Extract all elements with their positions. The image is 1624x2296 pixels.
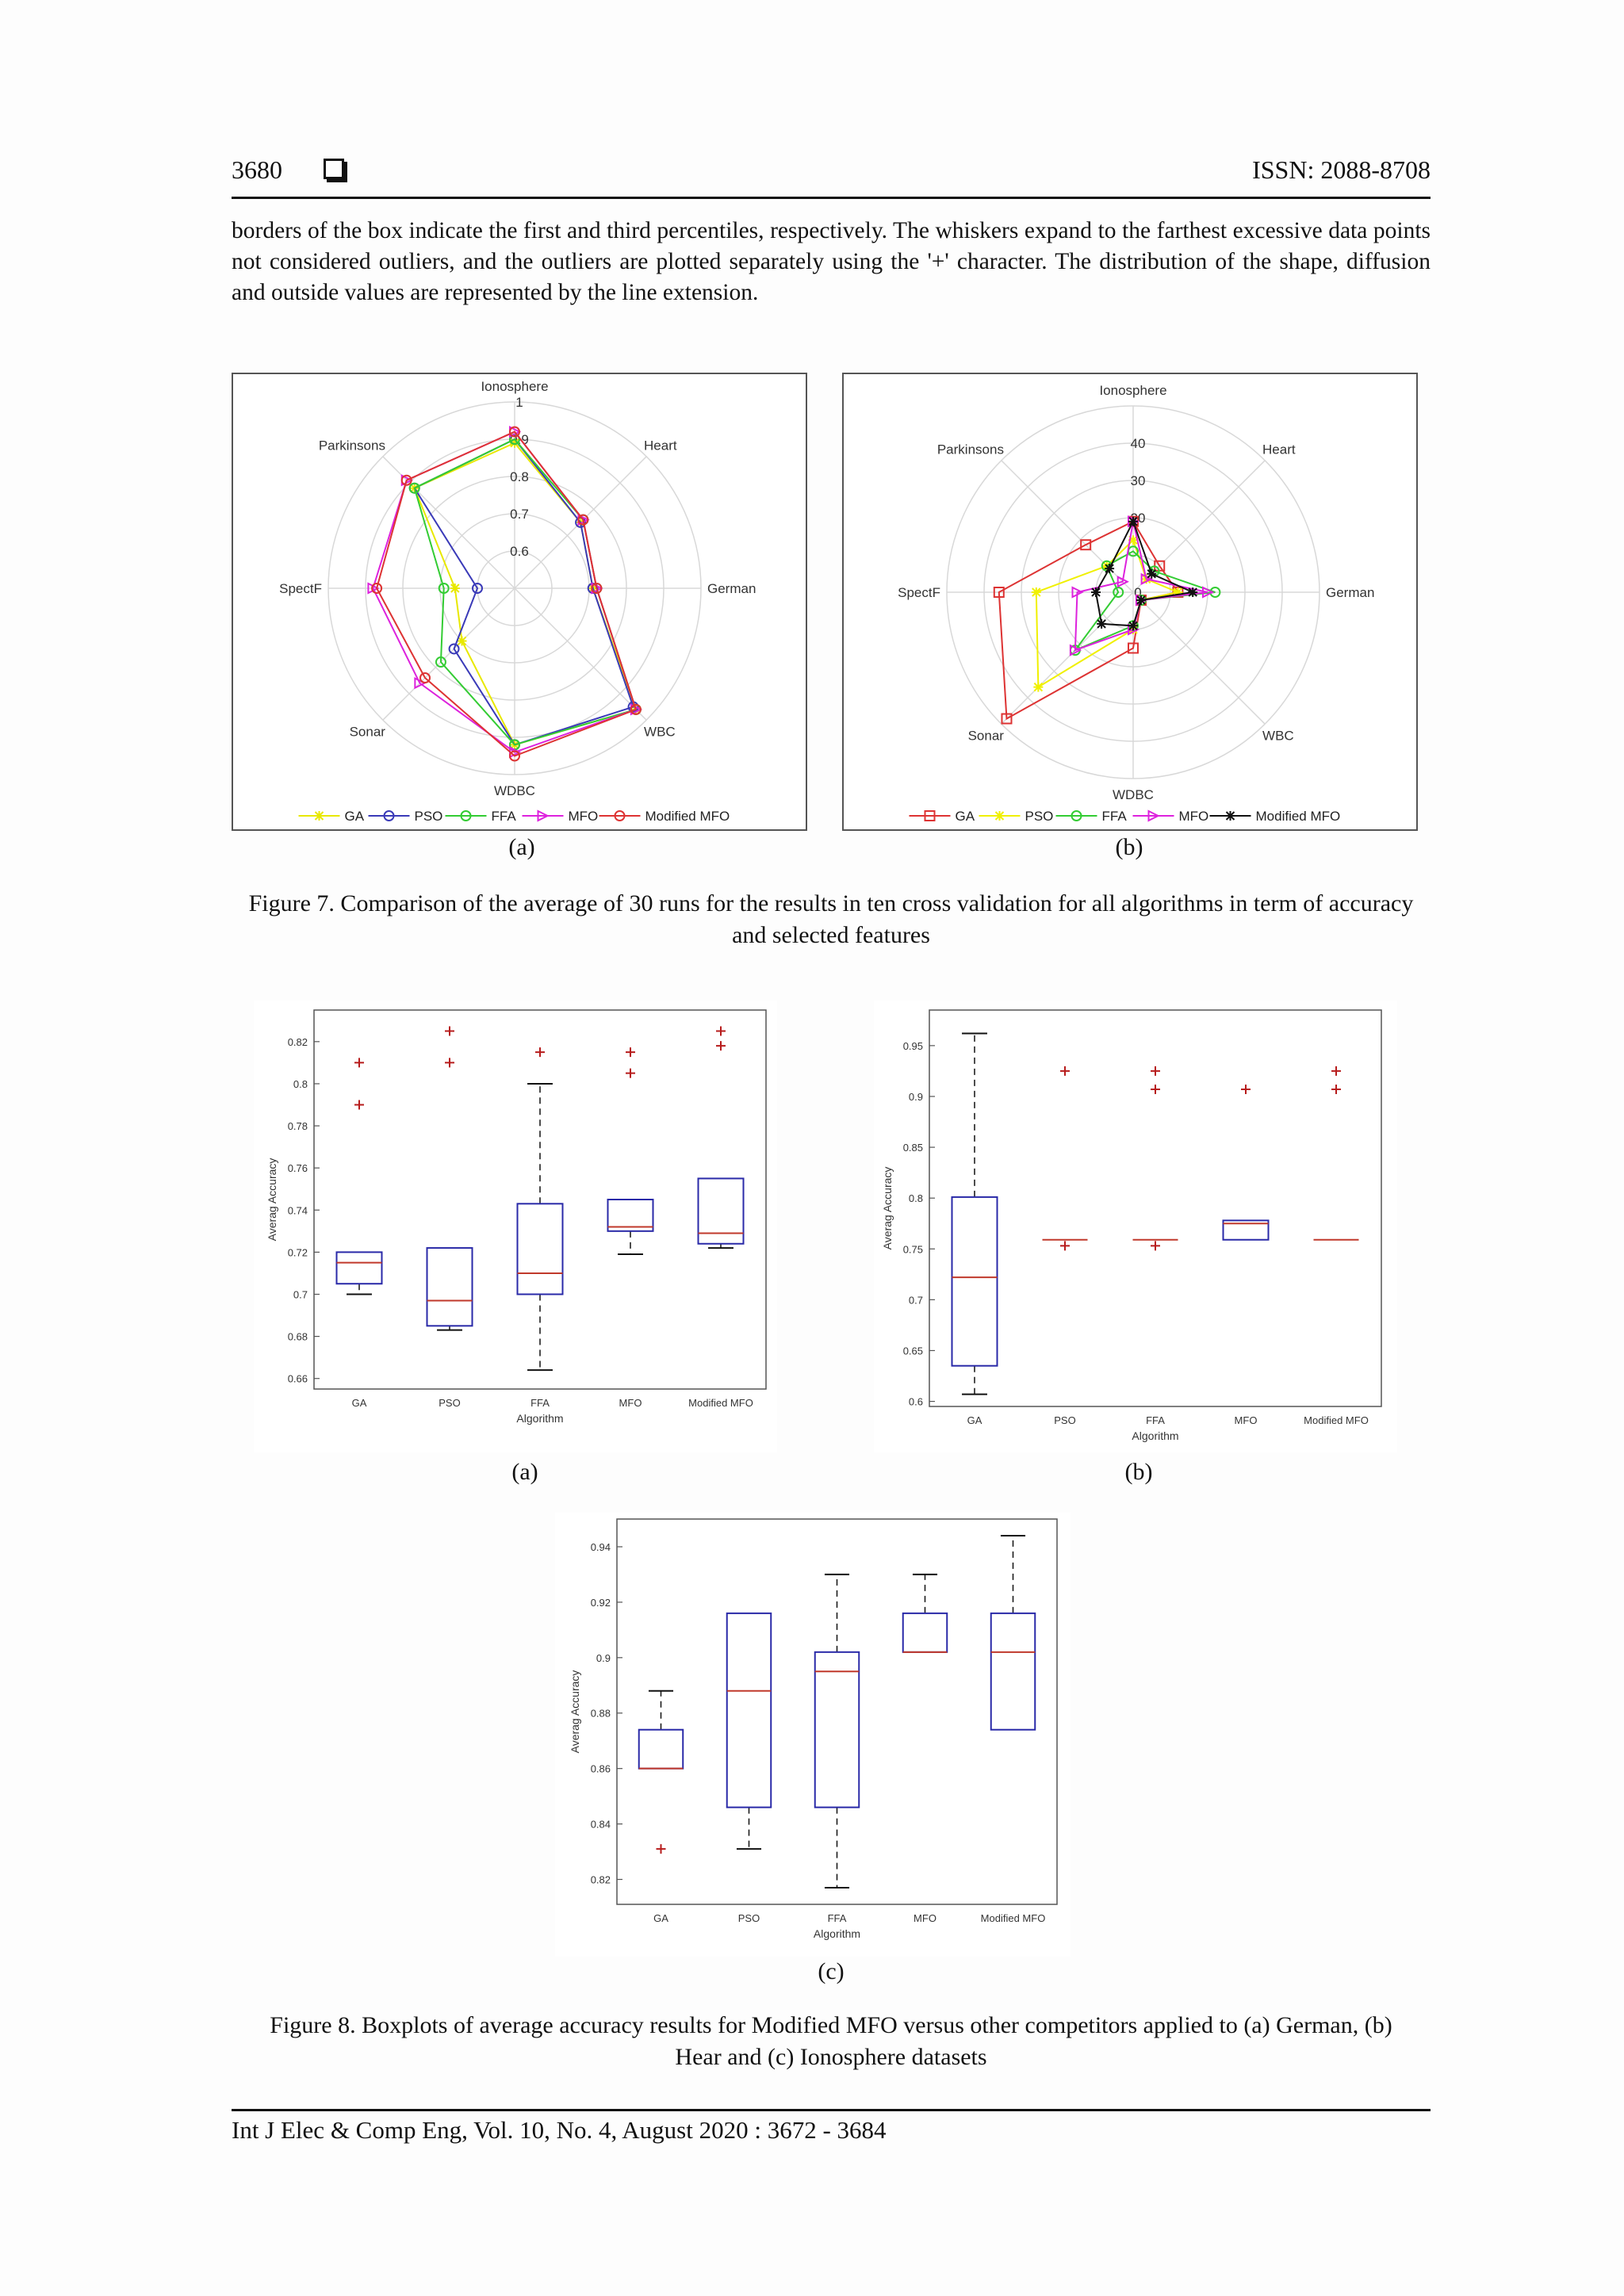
x-axis-title: Algorithm [1132, 1429, 1179, 1442]
axis-label-wbc: WBC [1262, 728, 1294, 744]
figure8b-label: (b) [1124, 1459, 1153, 1485]
x-tick-label-modified-mfo: Modified MFO [688, 1397, 753, 1409]
legend-marker-ga [315, 811, 324, 821]
radar-spoke-sonar [383, 588, 515, 720]
axis-label-sonar: Sonar [967, 728, 1004, 744]
figure8a-boxplot [254, 1001, 777, 1452]
axis-label-ionosphere: Ionosphere [1099, 383, 1167, 398]
x-tick-label-ga: GA [653, 1912, 668, 1924]
y-axis-title: Averag Accuracy [881, 1166, 894, 1250]
y-tick-label-0-86: 0.86 [590, 1762, 611, 1775]
legend-marker-modified-mfo [1226, 811, 1235, 821]
point-modified-mfo-heart [1147, 569, 1156, 579]
legend-label-ga: GA [344, 809, 365, 824]
point-pso-sonar [1033, 683, 1043, 692]
figure8b-panel [874, 1001, 1397, 1452]
y-tick-label-0-92: 0.92 [590, 1596, 611, 1609]
footer-citation: Int J Elec & Comp Eng, Vol. 10, No. 4, August 2020 : 3672 - 3684 [232, 2116, 887, 2144]
point-modified-mfo-spectf [1091, 587, 1101, 597]
x-tick-label-ga: GA [351, 1397, 367, 1409]
x-tick-label-modified-mfo: Modified MFO [980, 1912, 1046, 1924]
y-tick-label-0-6: 0.6 [908, 1395, 923, 1408]
figure7b-label: (b) [1115, 834, 1143, 860]
x-axis-title: Algorithm [516, 1412, 564, 1425]
y-tick-label-0-68: 0.68 [287, 1330, 308, 1343]
x-tick-label-ffa: FFA [530, 1397, 550, 1409]
radar-spoke-wbc [515, 588, 646, 720]
y-tick-label-0-8: 0.8 [293, 1077, 308, 1090]
y-axis-title: Averag Accuracy [569, 1670, 581, 1754]
figure8-caption: Figure 8. Boxplots of average accuracy results for Modified MFO versus other competitors applied to (a) German, (b) Hear and (c) Ionosphere datasets [270, 2012, 1392, 2070]
axis-label-german: German [1326, 585, 1375, 600]
square-bullet-icon [324, 159, 344, 179]
radial-tick-40: 40 [1130, 436, 1146, 451]
y-tick-label-0-8: 0.8 [908, 1192, 923, 1205]
point-modified-mfo-wbc [1136, 595, 1146, 605]
axis-label-wbc: WBC [644, 724, 676, 740]
point-ga-spectf [450, 584, 460, 593]
y-tick-label-0-84: 0.84 [590, 1818, 611, 1831]
figure8c-panel [555, 1513, 1071, 1957]
figure7a-panel [232, 373, 807, 831]
y-axis-title: Averag Accuracy [266, 1158, 278, 1242]
y-tick-label-0-94: 0.94 [590, 1540, 611, 1553]
figure7a-radar-chart [233, 374, 806, 829]
page-number: 3680 [232, 155, 282, 184]
figure7b-radar-chart [844, 374, 1416, 829]
figure7b-panel [842, 373, 1418, 831]
axis-label-ionosphere: Ionosphere [481, 379, 549, 394]
x-tick-label-mfo: MFO [619, 1397, 642, 1409]
y-tick-label-0-82: 0.82 [590, 1873, 611, 1886]
legend-label-modified-mfo: Modified MFO [1255, 809, 1341, 824]
axis-label-spectf: SpectF [898, 585, 940, 600]
figure7a-label: (a) [508, 834, 535, 860]
legend-label-ffa: FFA [1101, 809, 1127, 824]
legend-label-pso: PSO [414, 809, 443, 824]
y-tick-label-0-78: 0.78 [287, 1120, 308, 1133]
axis-label-heart: Heart [644, 438, 677, 453]
x-tick-label-mfo: MFO [914, 1912, 936, 1924]
axis-label-wdbc: WDBC [494, 783, 535, 798]
figure8c-label: (c) [818, 1958, 845, 1984]
x-tick-label-mfo: MFO [1234, 1414, 1258, 1426]
x-tick-label-ffa: FFA [1146, 1414, 1165, 1426]
point-modified-mfo-sonar [1097, 619, 1106, 629]
radial-tick-0-9: 0.9 [510, 432, 529, 447]
x-tick-label-pso: PSO [439, 1397, 461, 1409]
point-modified-mfo-german [1188, 587, 1197, 597]
series-line-ga [999, 522, 1178, 719]
radial-tick-30: 30 [1130, 473, 1146, 488]
axis-label-spectf: SpectF [279, 581, 322, 596]
figure7-caption: Figure 7. Comparison of the average of 30 runs for the results in ten cross validation for all algorithms in term of accuracy and selected features [248, 890, 1414, 948]
axis-label-german: German [707, 581, 756, 596]
figure8c-boxplot [555, 1513, 1071, 1957]
radial-tick-20: 20 [1130, 511, 1146, 526]
figure8a-panel [254, 1001, 777, 1452]
y-tick-label-0-74: 0.74 [287, 1204, 308, 1217]
radial-tick-0-6: 0.6 [510, 544, 529, 559]
legend-label-modified-mfo: Modified MFO [645, 809, 730, 824]
radial-tick-0-8: 0.8 [510, 469, 529, 484]
legend-label-mfo: MFO [568, 809, 599, 824]
legend-marker-pso [995, 811, 1005, 821]
y-tick-label-0-65: 0.65 [902, 1345, 923, 1357]
y-tick-label-0-75: 0.75 [902, 1243, 923, 1256]
y-tick-label-0-88: 0.88 [590, 1707, 611, 1720]
page-footer [232, 2109, 1431, 2144]
axis-label-heart: Heart [1262, 442, 1296, 457]
point-modified-mfo-parkinsons [1105, 564, 1114, 573]
x-axis-title: Algorithm [813, 1927, 861, 1940]
legend-label-ffa: FFA [491, 809, 516, 824]
y-tick-label-0-66: 0.66 [287, 1372, 308, 1385]
figure8b-boxplot [874, 1001, 1397, 1452]
y-tick-label-0-82: 0.82 [287, 1035, 308, 1048]
y-tick-label-0-85: 0.85 [902, 1142, 923, 1154]
y-tick-label-0-7: 0.7 [293, 1288, 308, 1301]
series-line-modified-mfo [377, 432, 636, 756]
x-tick-label-ffa: FFA [827, 1912, 847, 1924]
legend-label-pso: PSO [1025, 809, 1054, 824]
y-tick-label-0-7: 0.7 [908, 1294, 923, 1307]
x-tick-label-pso: PSO [1054, 1414, 1076, 1426]
figure8a-label: (a) [511, 1459, 538, 1485]
page-header [232, 155, 1431, 199]
x-tick-label-modified-mfo: Modified MFO [1304, 1414, 1369, 1426]
x-tick-label-ga: GA [967, 1414, 982, 1426]
point-modified-mfo-wdbc [1128, 621, 1138, 630]
radial-tick-0-7: 0.7 [510, 507, 529, 522]
x-tick-label-pso: PSO [737, 1912, 760, 1924]
y-tick-label-0-76: 0.76 [287, 1162, 308, 1175]
y-tick-label-0-95: 0.95 [902, 1039, 923, 1052]
axis-label-parkinsons: Parkinsons [936, 442, 1004, 457]
legend-label-ga: GA [955, 809, 975, 824]
point-modified-mfo-ionosphere [1128, 517, 1138, 526]
issn: ISSN: 2088-8708 [1252, 155, 1431, 184]
y-tick-label-0-9: 0.9 [596, 1651, 611, 1664]
radial-tick-1: 1 [515, 395, 523, 410]
radar-spoke-wbc [1133, 592, 1265, 724]
radar-spoke-sonar [1002, 592, 1133, 724]
legend-label-mfo: MFO [1178, 809, 1209, 824]
point-pso-spectf [1032, 587, 1041, 597]
radial-tick-0: 0 [1134, 585, 1142, 600]
y-tick-label-0-72: 0.72 [287, 1246, 308, 1259]
intro-paragraph: borders of the box indicate the first and third percentiles, respectively. The whiskers expand to the farthest excessive data points not considered outliers, and the outliers are plotted separately using the '+' character. The distribution of the shape, diffusion and outside values are represented by the line extension. [232, 218, 1431, 305]
axis-label-sonar: Sonar [349, 724, 385, 740]
axis-label-parkinsons: Parkinsons [318, 438, 385, 453]
y-tick-label-0-9: 0.9 [908, 1090, 923, 1103]
axis-label-wdbc: WDBC [1113, 787, 1154, 802]
